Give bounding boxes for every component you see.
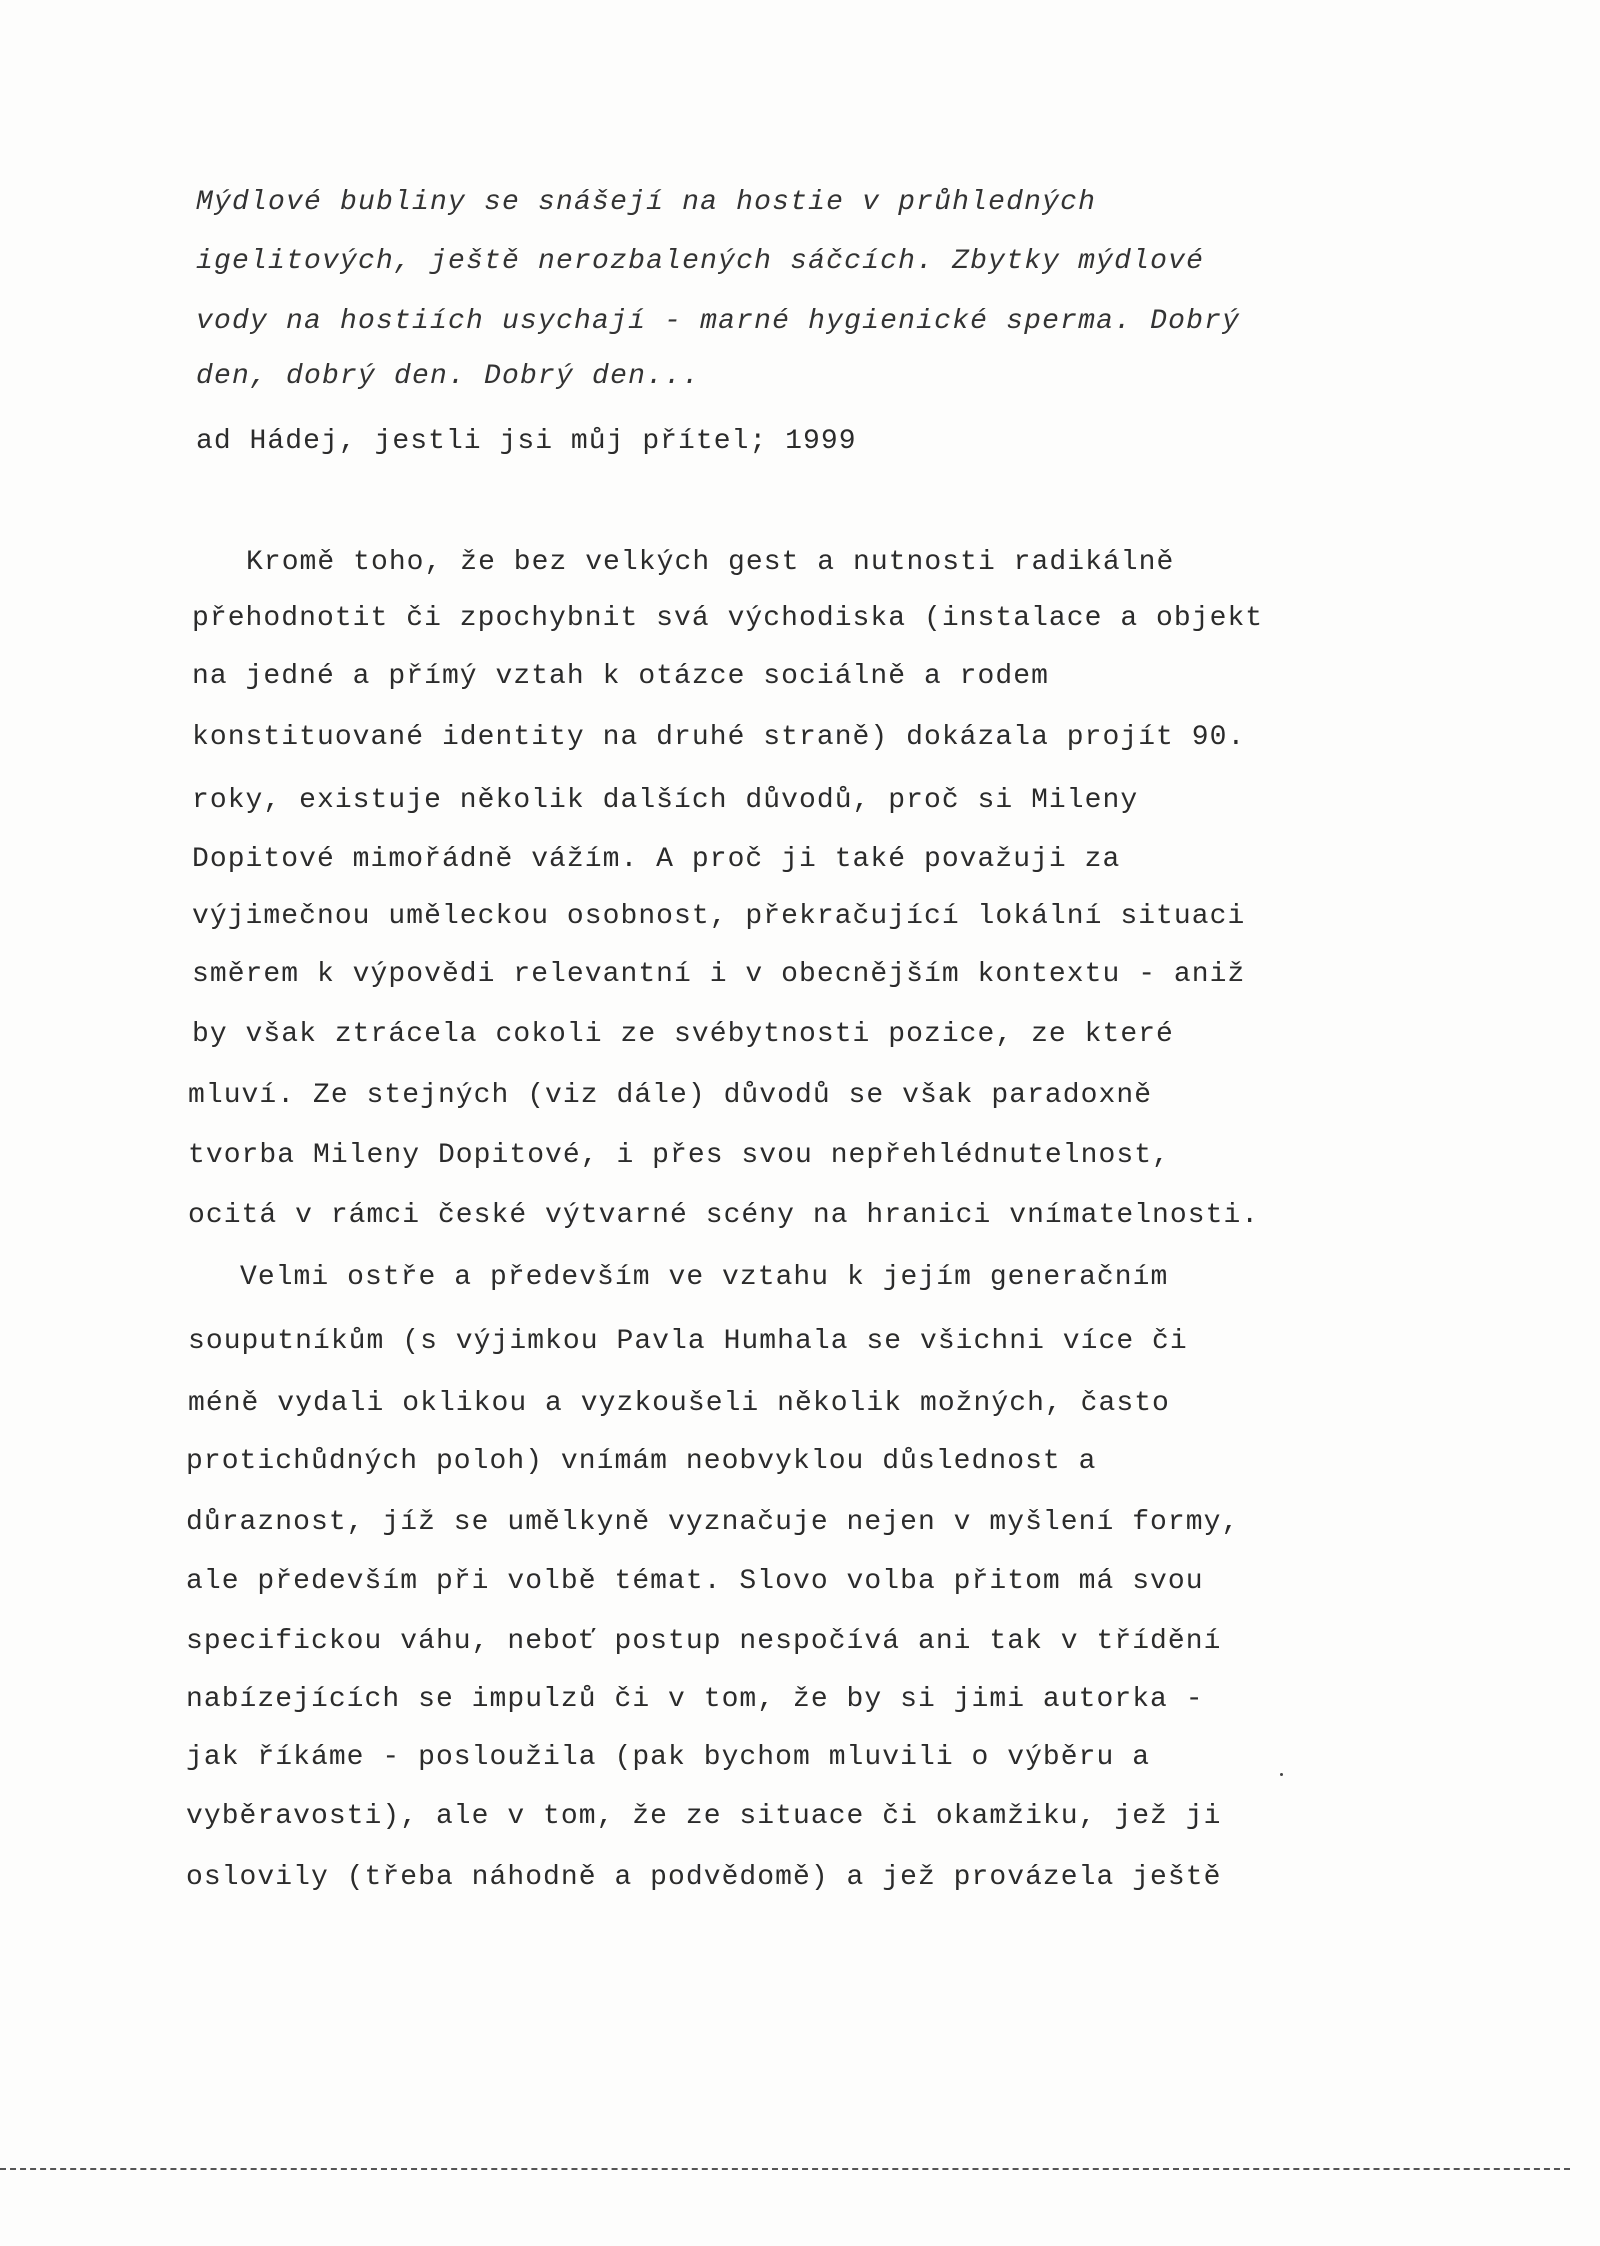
page-cut-line xyxy=(0,2168,1570,2170)
motto-line-3: vody na hostiích usychají - marné hygienické sperma. Dobrý xyxy=(196,306,1241,337)
body-line-1: Kromě toho, že bez velkých gest a nutnosti radikálně xyxy=(246,547,1175,578)
motto-line-2: igelitových, ještě nerozbalených sáčcích. Zbytky mýdlové xyxy=(196,246,1205,277)
body-line-11: tvorba Mileny Dopitové, i přes svou nepřehlédnutelnost, xyxy=(188,1140,1170,1171)
body-line-2: přehodnotit či zpochybnit svá východiska (instalace a objekt xyxy=(192,603,1264,634)
body-line-3: na jedné a přímý vztah k otázce sociálně a rodem xyxy=(192,661,1049,692)
body-line-5: roky, existuje několik dalších důvodů, proč si Mileny xyxy=(192,785,1139,816)
body-line-4: konstituované identity na druhé straně) dokázala projít 90. xyxy=(192,722,1246,753)
body-line-12: ocitá v rámci české výtvarné scény na hranici vnímatelnosti. xyxy=(188,1200,1260,1231)
scan-speck xyxy=(1280,1773,1283,1776)
motto-line-4: den, dobrý den. Dobrý den... xyxy=(196,361,701,392)
body-line-19: specifickou váhu, neboť postup nespočívá ani tak v třídění xyxy=(186,1626,1222,1657)
motto-line-1: Mýdlové bubliny se snášejí na hostie v průhledných xyxy=(196,187,1097,218)
body-line-7: výjimečnou uměleckou osobnost, překračující lokální situaci xyxy=(192,901,1246,932)
body-line-21: jak říkáme - posloužila (pak bychom mluvili o výběru a xyxy=(186,1742,1151,1773)
motto-source: ad Hádej, jestli jsi můj přítel; 1999 xyxy=(196,426,857,457)
body-line-14: souputníkům (s výjimkou Pavla Humhala se všichni více či xyxy=(188,1326,1188,1357)
body-line-9: by však ztrácela cokoli ze svébytnosti pozice, ze které xyxy=(192,1019,1174,1050)
body-line-8: směrem k výpovědi relevantní i v obecnějším kontextu - aniž xyxy=(192,959,1246,990)
body-line-13: Velmi ostře a především ve vztahu k jejím generačním xyxy=(240,1262,1169,1293)
body-line-16: protichůdných poloh) vnímám neobvyklou důslednost a xyxy=(186,1446,1097,1477)
body-line-20: nabízejících se impulzů či v tom, že by si jimi autorka - xyxy=(186,1684,1204,1715)
body-line-10: mluví. Ze stejných (viz dále) důvodů se však paradoxně xyxy=(188,1080,1153,1111)
body-line-23: oslovily (třeba náhodně a podvědomě) a jež provázela ještě xyxy=(186,1862,1222,1893)
body-line-6: Dopitové mimořádně vážím. A proč ji také považuji za xyxy=(192,844,1121,875)
body-line-17: důraznost, jíž se umělkyně vyznačuje nejen v myšlení formy, xyxy=(186,1507,1240,1538)
body-line-15: méně vydali oklikou a vyzkoušeli několik možných, často xyxy=(188,1388,1170,1419)
body-line-22: vyběravosti), ale v tom, že ze situace či okamžiku, jež ji xyxy=(186,1801,1222,1832)
body-line-18: ale především při volbě témat. Slovo volba přitom má svou xyxy=(186,1566,1204,1597)
